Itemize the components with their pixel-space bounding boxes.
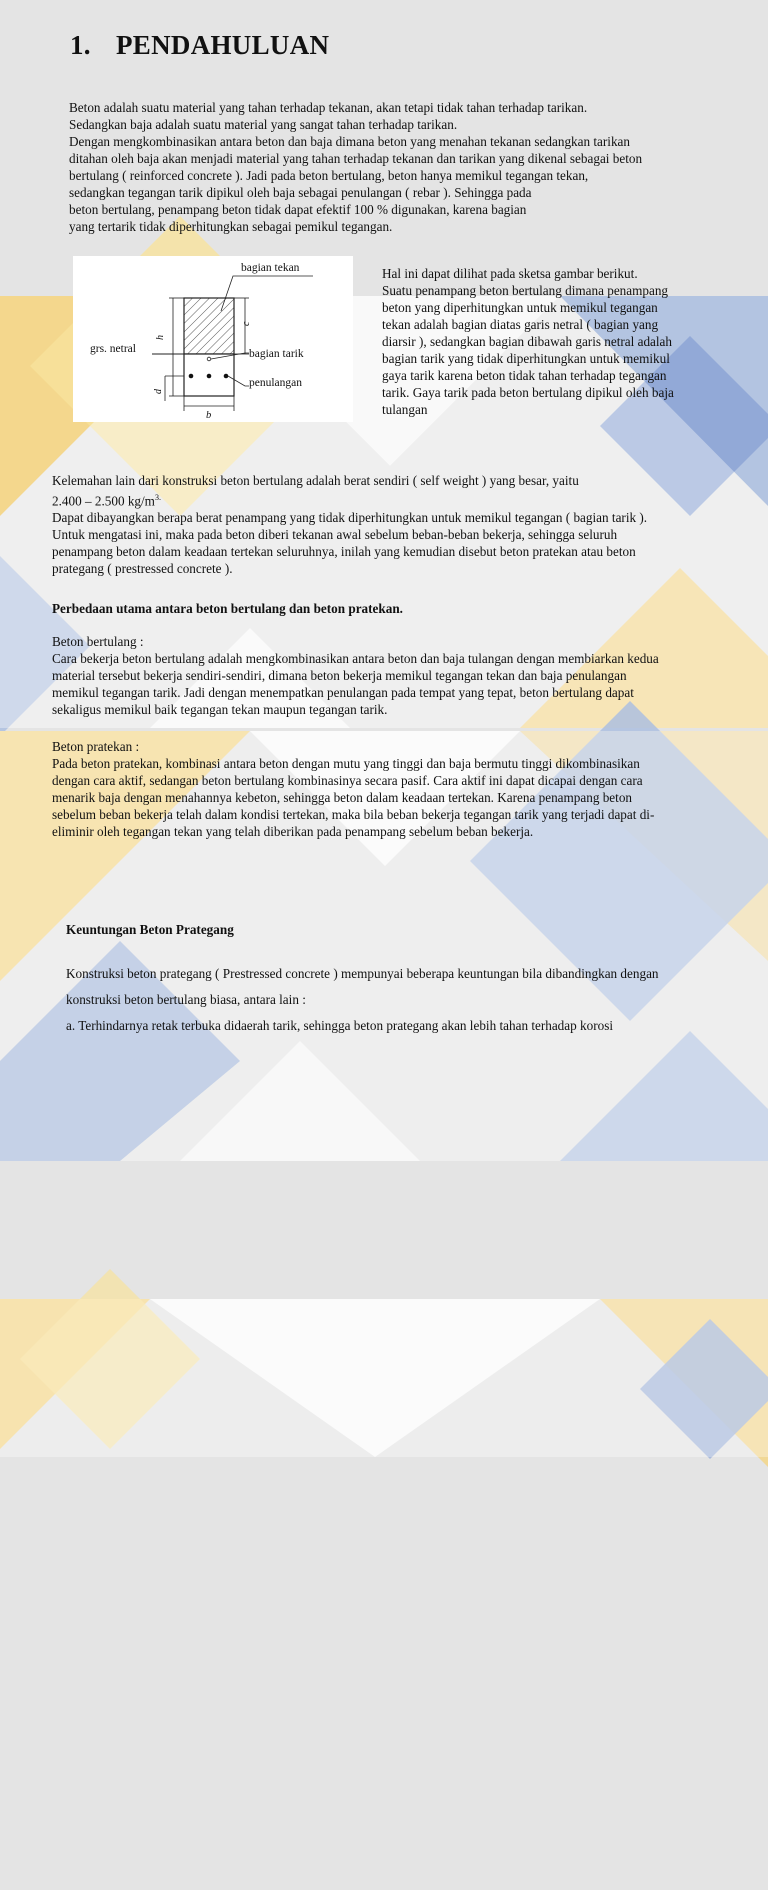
- text-line: menarik baja dengan menahannya kebeton, sehingga beton dalam keadaan tertekan. Karena penampang beton: [52, 790, 633, 805]
- text-line: penampang beton dalam keadaan tertekan seluruhnya, inilah yang kemudian disebut beton pratekan atau beton: [52, 544, 636, 560]
- rc-section: [52, 633, 722, 718]
- pc-heading: Beton pratekan :: [52, 739, 140, 754]
- text-line: eliminir oleh tegangan tekan yang telah diberikan pada penampang sebelum beban bekerja.: [52, 824, 534, 839]
- intro-paragraph: [69, 99, 709, 235]
- weight-value: 2.400 – 2.500 kg/m: [52, 493, 155, 509]
- text-line: memikul tegangan tarik. Jadi dengan menempatkan penulangan pada tempat yang tepat, beton bertulang dapat: [52, 685, 634, 700]
- text-line: beton yang diperhitungkan untuk memikul tegangan: [382, 300, 658, 315]
- rebar: [207, 374, 212, 379]
- cross-section-figure: [73, 256, 353, 422]
- text-line: sekaligus memikul baik tegangan tekan maupun tegangan tarik.: [52, 702, 388, 717]
- neutral-axis-marker: [207, 357, 211, 361]
- slide-panel-2: [0, 434, 768, 864]
- text-line: dengan cara aktif, sedangan beton bertulang kombinasinya secara pasif. Cara aktif ini dapat dicapai dengan cara: [52, 773, 643, 788]
- text-line: [52, 489, 722, 509]
- text-line: ditahan oleh baja akan menjadi material yang tahan terhadap tekanan dan tarikan yang dikenal sebagai beton: [69, 151, 643, 166]
- text-line: tulangan: [382, 402, 428, 417]
- title-text: PENDAHULUAN: [116, 30, 330, 60]
- advantages-heading: Keuntungan Beton Prategang: [66, 922, 234, 937]
- list-item-a: a. Terhindarnya retak terbuka didaerah tarik, sehingga beton prategang akan lebih tahan terhadap korosi: [66, 1018, 613, 1033]
- beam-section-diagram: [73, 256, 353, 422]
- text-line: material tersebut bekerja sendiri-sendiri, dimana beton bekerja memikul tegangan tekan dan baja penulangan: [52, 668, 627, 683]
- text-line: Untuk mengatasi ini, maka pada beton diberi tekanan awal sebelum beban-beban bekerja, sehingga seluruh: [52, 527, 618, 543]
- dim-label-d: d: [153, 389, 164, 394]
- text-line: Beton adalah suatu material yang tahan terhadap tekanan, akan tetapi tidak tahan terhadap tarikan.: [69, 100, 588, 115]
- dim-label-c: c: [241, 321, 252, 326]
- text-line: Cara bekerja beton bertulang adalah mengkombinasikan antara beton dan baja tulangan dengan membiarkan kedua: [52, 651, 659, 666]
- slide-panel-1: [0, 0, 768, 432]
- text-line: yang tertarik tidak diperhitungkan sebagai pemikul tegangan.: [69, 219, 393, 234]
- text-line: bagian tarik yang tidak diperhitungkan untuk memikul: [382, 351, 670, 366]
- text-line: Kelemahan lain dari konstruksi beton bertulang adalah berat sendiri ( self weight ) yang besar, yaitu: [52, 473, 579, 488]
- pc-section: [52, 738, 722, 840]
- unit-superscript: 3.: [154, 493, 161, 502]
- label-reinforcement: penulangan: [249, 377, 303, 389]
- text-line: tekan adalah bagian diatas garis netral ( bagian yang: [382, 317, 659, 332]
- text-line: Konstruksi beton prategang ( Prestressed concrete ) mempunyai beberapa keuntungan bila dibandingkan dengan: [66, 966, 659, 981]
- text-line: Suatu penampang beton bertulang dimana penampang: [382, 283, 669, 298]
- text-line: diarsir ), sedangkan bagian dibawah garis netral adalah: [382, 334, 673, 349]
- text-line: sebelum beban bekerja telah dalam kondisi tertekan, maka bila beban bekerja tegangan tarik yang terjadi dapat di-: [52, 807, 655, 822]
- dim-label-b: b: [206, 410, 212, 421]
- rebar: [224, 374, 229, 379]
- weakness-paragraph: [52, 472, 722, 577]
- rc-heading: Beton bertulang :: [52, 634, 144, 649]
- text-line: Pada beton pratekan, kombinasi antara beton dengan mutu yang tinggi dan baja bermutu tinggi dikombinasikan: [52, 756, 640, 771]
- text-line: bertulang ( reinforced concrete ). Jadi pada beton bertulang, beton hanya memikul tegangan tekan,: [69, 168, 589, 183]
- text-line: Dapat dibayangkan berapa berat penampang yang tidak diperhitungkan untuk memikul tegangan ( bagian tarik ).: [52, 510, 648, 526]
- text-line: Sedangkan baja adalah suatu material yang sangat tahan terhadap tarikan.: [69, 117, 458, 132]
- text-line: Dengan mengkombinasikan antara beton dan baja dimana beton yang menahan tekanan sedangkan tarikan: [69, 134, 630, 149]
- label-neutral-axis: grs. netral: [90, 343, 136, 355]
- text-line: tarik. Gaya tarik pada beton bertulang dipikul oleh baja: [382, 385, 674, 400]
- dim-label-h: h: [155, 335, 166, 340]
- slide-panel-3: [0, 866, 768, 1033]
- difference-heading: Perbedaan utama antara beton bertulang dan beton pratekan.: [52, 601, 403, 616]
- label-compression-zone: bagian tekan: [241, 262, 300, 274]
- rebar: [189, 374, 194, 379]
- text-line: beton bertulang, penampang beton tidak dapat efektif 100 % digunakan, karena bagian: [69, 202, 527, 217]
- compression-zone: [184, 298, 234, 354]
- title-number: 1.: [70, 30, 91, 60]
- advantages-paragraph: [66, 961, 736, 1039]
- text-line: sedangkan tegangan tarik dipikul oleh baja sebagai penulangan ( rebar ). Sehingga pada: [69, 185, 532, 200]
- label-tension-zone: bagian tarik: [249, 348, 304, 360]
- text-line: prategang ( prestressed concrete ).: [52, 561, 233, 577]
- text-line: konstruksi beton bertulang biasa, antara lain :: [66, 992, 306, 1007]
- page-title: [70, 30, 329, 61]
- text-line: gaya tarik karena beton tidak tahan terhadap tegangan: [382, 368, 667, 383]
- text-line: Hal ini dapat dilihat pada sketsa gambar berikut.: [382, 266, 638, 281]
- figure-description: [382, 265, 730, 418]
